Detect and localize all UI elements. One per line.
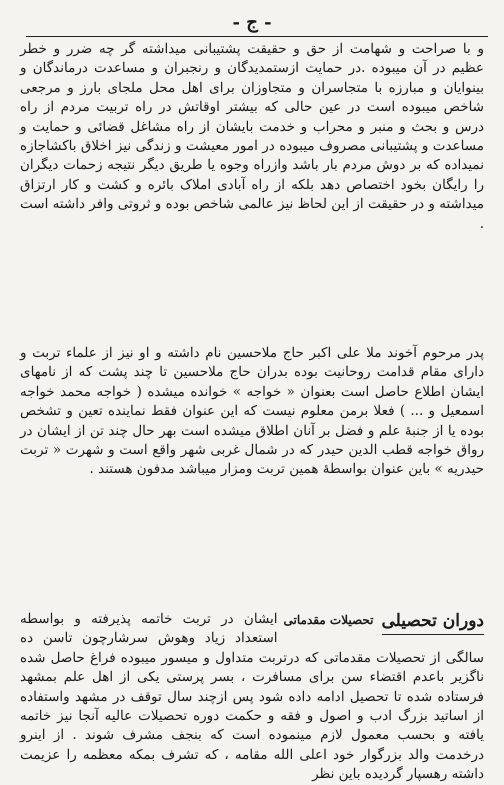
education-section xyxy=(20,610,484,783)
section-heading: دوران تحصیلی xyxy=(382,610,485,635)
section-margin-label: تحصیلات مقدماتی xyxy=(283,613,374,627)
paragraph-2: پدر مرحوم آخوند ملا علی اکبر حاج ملاحسین نام داشته و او نیز از علماء تربت و دارای مقام قدامت روحانیت بوده بدران حاج ملاحسین تا چند پشت که از نامهای ایشان اطلاع حاصل است بعنوان « خواجه » خوانده میشده ( خواجه محمد خواجه اسمعیل و ... ) فعلا برمن معلوم نیست که این عنوان فقط نماینده تعین و تشخص بوده یا از جنبهٔ علم و فضل بر آنان اطلاق میشده است بهر حال چند تن از ایشان در رواق خواجه قطب الدین حیدر که در شمال غربی شهر واقع است و شهرت « تربت حیدریه » باین عنوان بواسطهٔ همین تربت ومزار میباشد مدفون هستند . xyxy=(20,345,484,478)
section-body: ایشان در تربت خاتمه پذیرفته و بواسطه استعداد زیاد وهوش سرشارچون تاسن ده سالگی از تحصیلات مقدماتی که درتربت متداول و میسور میبوده فراغ حاصل شده ناگزیر باعدم اقتضاء سن برای مسافرت ، بسر پرستی یکی از اهل علم بمشهد فرستاده شده تا تحصیل ادامه داده شود پس ازچند سال توقف در مشهد واستفاده از اساتید بزرگ ادب و اصول و فقه و حکمت دوره تحصیلات عالیه آنجا نیز خاتمه یافته و بحسب معمول لازم مینموده است که بنجف مشرف شوند . از اینرو درخدمت والد بزرگوار خود اعلی الله مقامه ، که تشرف بمکه معظمه را عزیمت داشته رهسپار گردیده باین نظر xyxy=(20,611,484,783)
paragraph-1: و با صراحت و شهامت از حق و حقیقت پشتیبانی میداشته گر چه ضرر و خطر عظیم در آن میبوده .در حمایت ازستمدیدگان و رنجبران و مساعدت درماندگان و بینوایان و مبارزه با متجاسران و متجاوزان برای اهل محل ملجای بارز و مرجعی شاخص میبوده است در عین حالی که بیشتر اوقاتش در راه تربیت مردم از راه درس و بحث و منبر و محراب و خدمت بایشان از راه مشاغل قضائی و حمایت و مساعدت و پشتیبانی مصروف میبوده در امور معیشت و زندگی نیز اخلاق باکشاجازه نمیداده که بر دوش مردم بار باشد وازراه وجوه یا طریق دیگر نتیجه زحمات دیگران را رایگان بخود اختصاص دهد بلکه از راه آبادی املاک بائره و کشت و کار ارتزاق میداشته و در حقیقت از این لحاظ نیز عالمی شاخص بوده و ثروتی وافر داشته است . xyxy=(20,41,484,232)
header-rule xyxy=(26,36,488,37)
page-number: - ج - xyxy=(232,12,272,33)
